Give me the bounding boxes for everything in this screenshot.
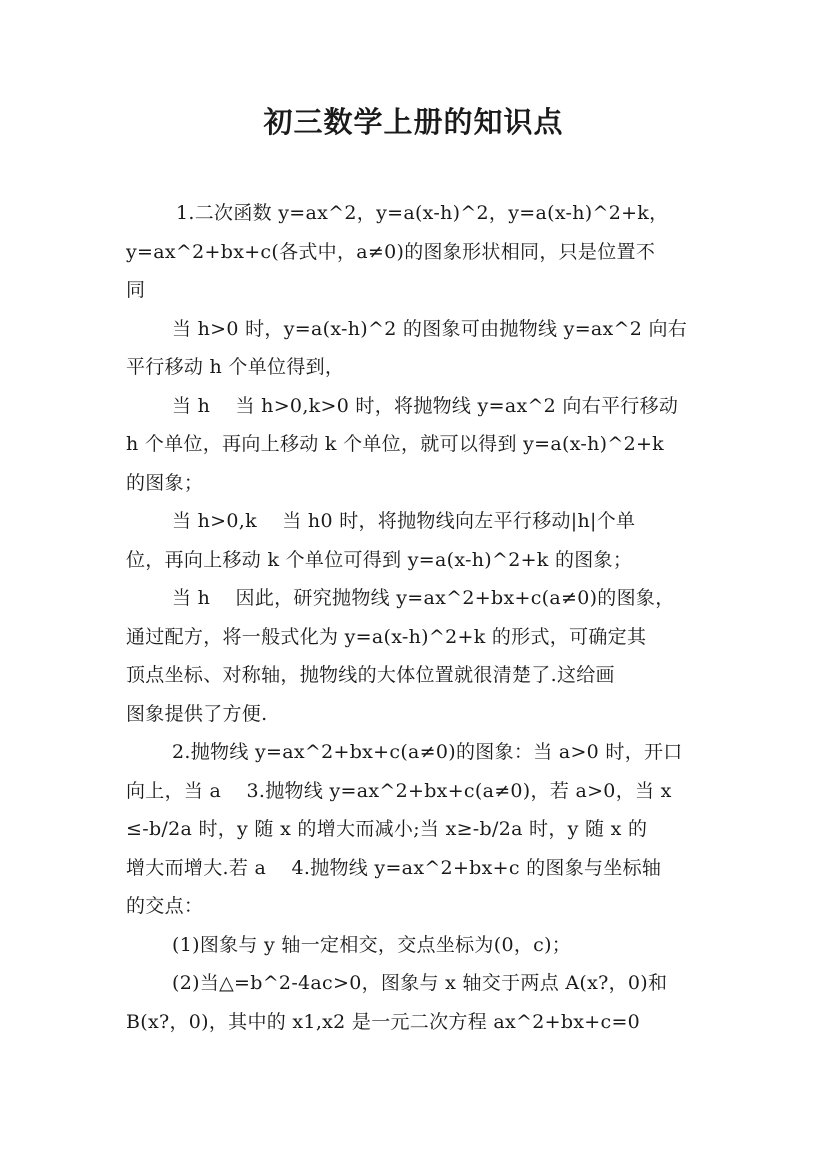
paragraph-line: (1)图象与 y 轴一定相交，交点坐标为(0，c)； [172,933,572,956]
paragraph-line: 同 [126,279,146,301]
paragraph-line: 位，再向上移动 k 个单位可得到 y=a(x-h)^2+k 的图象； [126,548,633,571]
paragraph-line: B(x?，0)，其中的 x1,x2 是一元二次方程 ax^2+bx+c=0 [126,1010,641,1033]
paragraph-line: 1.二次函数 y=ax^2，y=a(x-h)^2，y=a(x-h)^2+k， [176,202,669,224]
paragraph-line: 当 h>0 时，y=a(x-h)^2 的图象可由抛物线 y=ax^2 向右 [172,317,688,340]
paragraph-line: 当 h>0,k 当 h0 时，将抛物线向左平行移动|h|个单 [172,510,636,532]
paragraph-line: 通过配方，将一般式化为 y=a(x-h)^2+k 的形式，可确定其 [126,625,647,648]
paragraph-line: y=ax^2+bx+c(各式中，a≠0)的图象形状相同，只是位置不 [126,240,656,263]
paragraph-line: 当 h 当 h>0,k>0 时，将抛物线 y=ax^2 向右平行移动 [172,394,679,417]
paragraph-line: h 个单位，再向上移动 k 个单位，就可以得到 y=a(x-h)^2+k [126,433,664,455]
paragraph-line: (2)当△=b^2-4ac>0，图象与 x 轴交于两点 A(x?，0)和 [172,972,668,994]
paragraph-line: 的交点： [126,895,204,917]
paragraph-line: 向上，当 a 3.抛物线 y=ax^2+bx+c(a≠0)，若 a>0，当 x [126,779,672,802]
paragraph-line: 的图象； [126,471,204,494]
paragraph-line: ≤-b/2a 时，y 随 x 的增大而减小;当 x≥-b/2a 时，y 随 x 的 [126,818,648,840]
paragraph-line: 顶点坐标、对称轴，抛物线的大体位置就很清楚了.这给画 [126,664,615,686]
paragraph-line: 平行移动 h 个单位得到， [126,356,345,378]
document-title: 初三数学上册的知识点 [263,105,564,139]
document-body [126,194,706,1041]
paragraph-line: 2.抛物线 y=ax^2+bx+c(a≠0)的图象：当 a>0 时，开口 [172,741,683,763]
paragraph-line: 增大而增大.若 a 4.抛物线 y=ax^2+bx+c 的图象与坐标轴 [126,856,662,879]
paragraph-line: 当 h 因此，研究抛物线 y=ax^2+bx+c(a≠0)的图象， [172,587,675,609]
paragraph-line: 图象提供了方便. [126,702,268,725]
